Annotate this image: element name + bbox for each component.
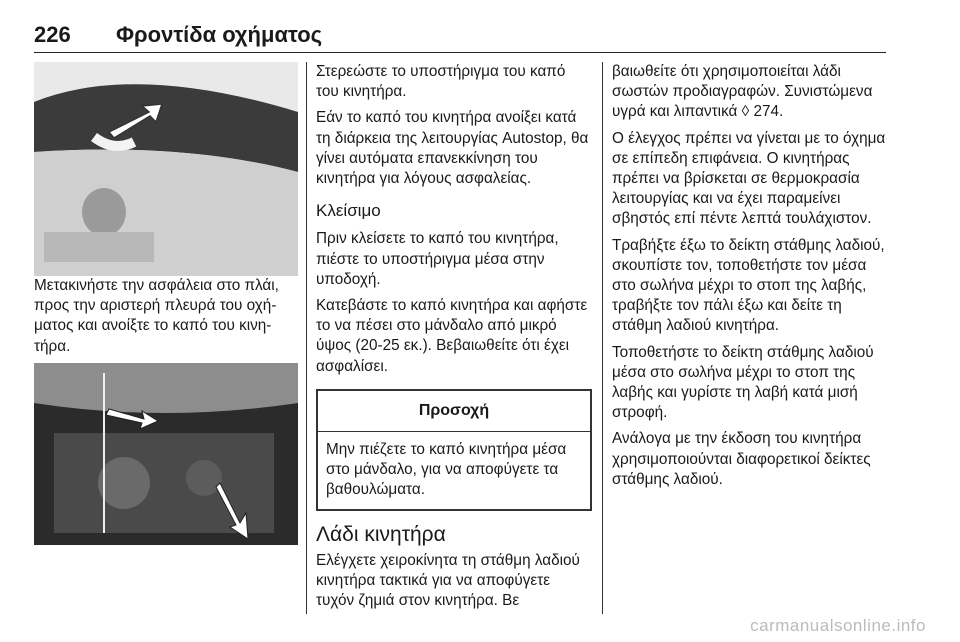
- paragraph: Εάν το καπό του κινητήρα ανοίξει κατά τη διάρκεια της λειτουργίας Autostop, θα γίνει αυτόματα επανεκκίνηση του κινητήρα για λόγους ασφαλείας.: [316, 109, 589, 188]
- caution-title: Προσοχή: [318, 391, 590, 432]
- page-header: [34, 16, 886, 53]
- column-left: [34, 62, 298, 545]
- watermark: carmanualsonline.info: [750, 616, 926, 635]
- paragraph: Ελέγχετε χειροκίνητα τη στάθμη λαδιού κινητήρα τακτικά για να αποφύγετε τυχόν ζημιά στον κινητήρα. Βε: [316, 551, 580, 610]
- paragraph: Ο έλεγχος πρέπει να γίνεται με το όχημα σε επίπεδη επιφάνεια. Ο κινητήρας πρέπει να βρίσκεται σε θερμοκρασία λειτουργίας και να έχει παραμείνει σβηστός επί πέντε λεπτά τουλάχιστον.: [612, 129, 886, 228]
- column-divider: [602, 62, 603, 614]
- column-right: [612, 62, 888, 496]
- column-middle: [316, 62, 592, 617]
- paragraph: Στερεώστε το υποστήριγμα του καπό του κινητήρα.: [316, 63, 566, 101]
- page-number: 226: [34, 22, 71, 47]
- paragraph: Τραβήξτε έξω το δείκτη στάθμης λαδιού, σκουπίστε τον, τοποθετήστε τον μέσα στο σωλήνα μέχρι το στοπ της λαβής, τραβήξτε τον πάλι έξω και δείτε τη στάθμη λαδιού κινητήρα.: [612, 236, 885, 335]
- paragraph: Πριν κλείσετε το καπό του κινητήρα, πιέστε το υποστήριγμα μέσα στην υποδοχή.: [316, 230, 559, 288]
- page-title: Φροντίδα οχήματος: [116, 22, 323, 47]
- paragraph: Κατεβάστε το καπό κινητήρα και αφήστε το να πέσει στο μάνδαλο από μικρό ύψος (20-25 εκ.). Βεβαιωθείτε ότι έχει ασφαλίσει.: [316, 297, 588, 375]
- hood-release-illustration: [34, 62, 298, 276]
- column-divider: [306, 62, 307, 614]
- paragraph: Ανάλογα με την έκδοση του κινητήρα χρησιμοποιούνται διαφορετικοί δείκτες στάθμης λαδιού.: [612, 430, 871, 488]
- section-heading-closing: Κλείσιμο: [316, 201, 381, 221]
- caution-box: [316, 389, 592, 511]
- caution-text: Μην πιέζετε το καπό κινητήρα μέσα στο μάνδαλο, για να αποφύγετε τα βαθουλώματα.: [326, 441, 567, 499]
- section-heading-engine-oil: Λάδι κινητήρα: [316, 522, 446, 546]
- paragraph: βαιωθείτε ότι χρησιμοποιείται λάδι σωστών προδιαγραφών. Συνιστώμενα υγρά και λιπαντικά ◊ 274.: [612, 63, 873, 121]
- paragraph: Τοποθετήστε το δείκτη στάθμης λαδιού μέσα στο σωλήνα μέχρι το στοπ της λαβής και γυρίστε τη λαβή κατά μισή στροφή.: [612, 343, 874, 422]
- figure-caption: Μετακινήστε την ασφάλεια στο πλάι, προς την αριστερή πλευρά του οχήματος και ανοίξτε το καπό του κινητήρα.: [34, 277, 279, 355]
- engine-bay-illustration: [34, 363, 298, 545]
